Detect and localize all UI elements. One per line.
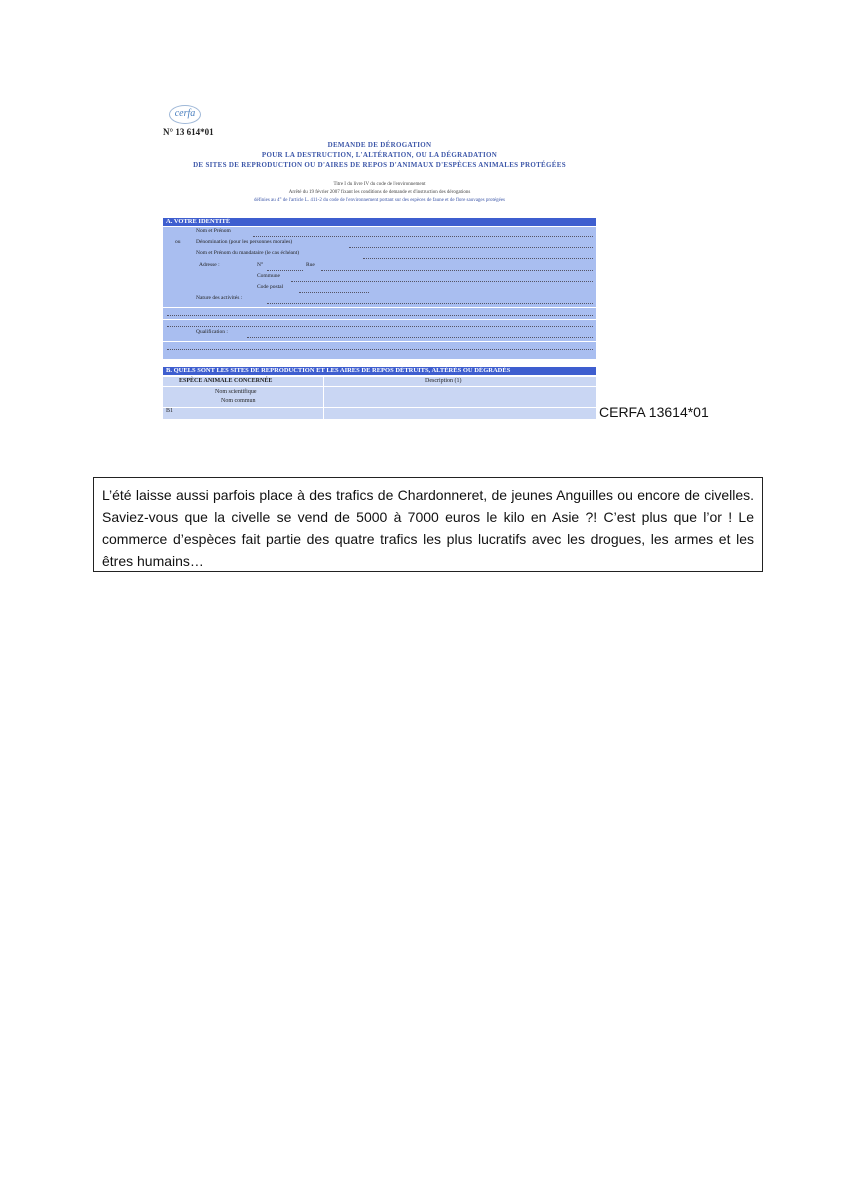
field-line (167, 314, 593, 316)
field-qualification: Qualification : (196, 329, 228, 335)
field-line (247, 336, 593, 338)
field-line (299, 291, 369, 293)
field-line (267, 269, 303, 271)
table-row-b1: B1 (166, 408, 174, 414)
field-denomination: Dénomination (pour les personnes morales) (196, 239, 293, 245)
form-title-line-3: DE SITES DE REPRODUCTION OU D'AIRES DE REPOS D'ANIMAUX D'ESPÈCES ANIMALES PROTÉGÉES (193, 161, 566, 169)
field-line (363, 257, 593, 259)
section-a-header: A. VOTRE IDENTITÉ (163, 218, 596, 226)
section-divider (163, 307, 596, 308)
section-divider (163, 319, 596, 320)
field-line (321, 269, 593, 271)
form-title-line-2: POUR LA DESTRUCTION, L'ALTÉRATION, OU LA DÉGRADATION (261, 151, 498, 159)
table-row-scientific: Nom scientifique (215, 389, 257, 395)
form-title-line-1: DEMANDE DE DÉROGATION (327, 141, 432, 149)
field-line (349, 246, 593, 248)
table-header-species: ESPÈCE ANIMALE CONCERNÉE (179, 378, 273, 384)
paragraph-text: L’été laisse aussi parfois place à des trafics de Chardonneret, de jeunes Anguilles ou encore de civelles. Saviez-vous que la civelle se vend de 5000 à 7000 euros le kilo en Asie ?! C’est plus que l’or ! Le commerce d’espèces fait partie des quatre trafics les plus lucratifs avec les drogues, les armes et les êtres humains… (102, 487, 754, 569)
table-divider (323, 377, 324, 419)
field-commune: Commune (257, 273, 280, 279)
field-nom: Nom et Prénom (196, 228, 231, 234)
table-divider (163, 386, 596, 387)
field-adresse: Adresse : (199, 262, 220, 268)
field-ou: ou (175, 239, 181, 245)
cerfa-form-image (163, 103, 596, 419)
form-number: N° 13 614*01 (163, 127, 214, 137)
field-rue: Rue (306, 262, 315, 268)
field-line (167, 348, 593, 350)
field-numero: N° (257, 262, 264, 268)
cerfa-logo: cerfa (169, 105, 201, 124)
image-caption: CERFA 13614*01 (599, 404, 709, 420)
field-line (167, 325, 593, 327)
table-divider (163, 407, 596, 408)
field-line (291, 280, 593, 282)
section-b-header: B. QUELS SONT LES SITES DE REPRODUCTION ET LES AIRES DE REPOS DÉTRUITS, ALTÉRÉS OU DÉGRADÉS (163, 367, 596, 375)
field-activites: Nature des activités : (196, 295, 243, 301)
section-divider (163, 341, 596, 342)
field-line (267, 302, 593, 304)
paragraph-box (93, 477, 763, 572)
table-row-common: Nom commun (221, 398, 256, 404)
legal-line-1: Titre I du livre IV du code de l'environnement (333, 182, 426, 187)
field-code-postal: Code postal (257, 284, 284, 290)
table-header-description: Description (1) (425, 378, 462, 384)
field-mandataire: Nom et Prénom du mandataire (le cas échéant) (196, 250, 300, 256)
legal-line-2: Arrêté du 19 février 2007 fixant les conditions de demande et d'instruction des dérogations (288, 190, 471, 195)
legal-line-3: définies au 4° de l'article L. 411-2 du code de l'environnement portant sur des espèces de faune et de flore sauvages protégées (253, 198, 506, 203)
field-line (253, 235, 593, 237)
